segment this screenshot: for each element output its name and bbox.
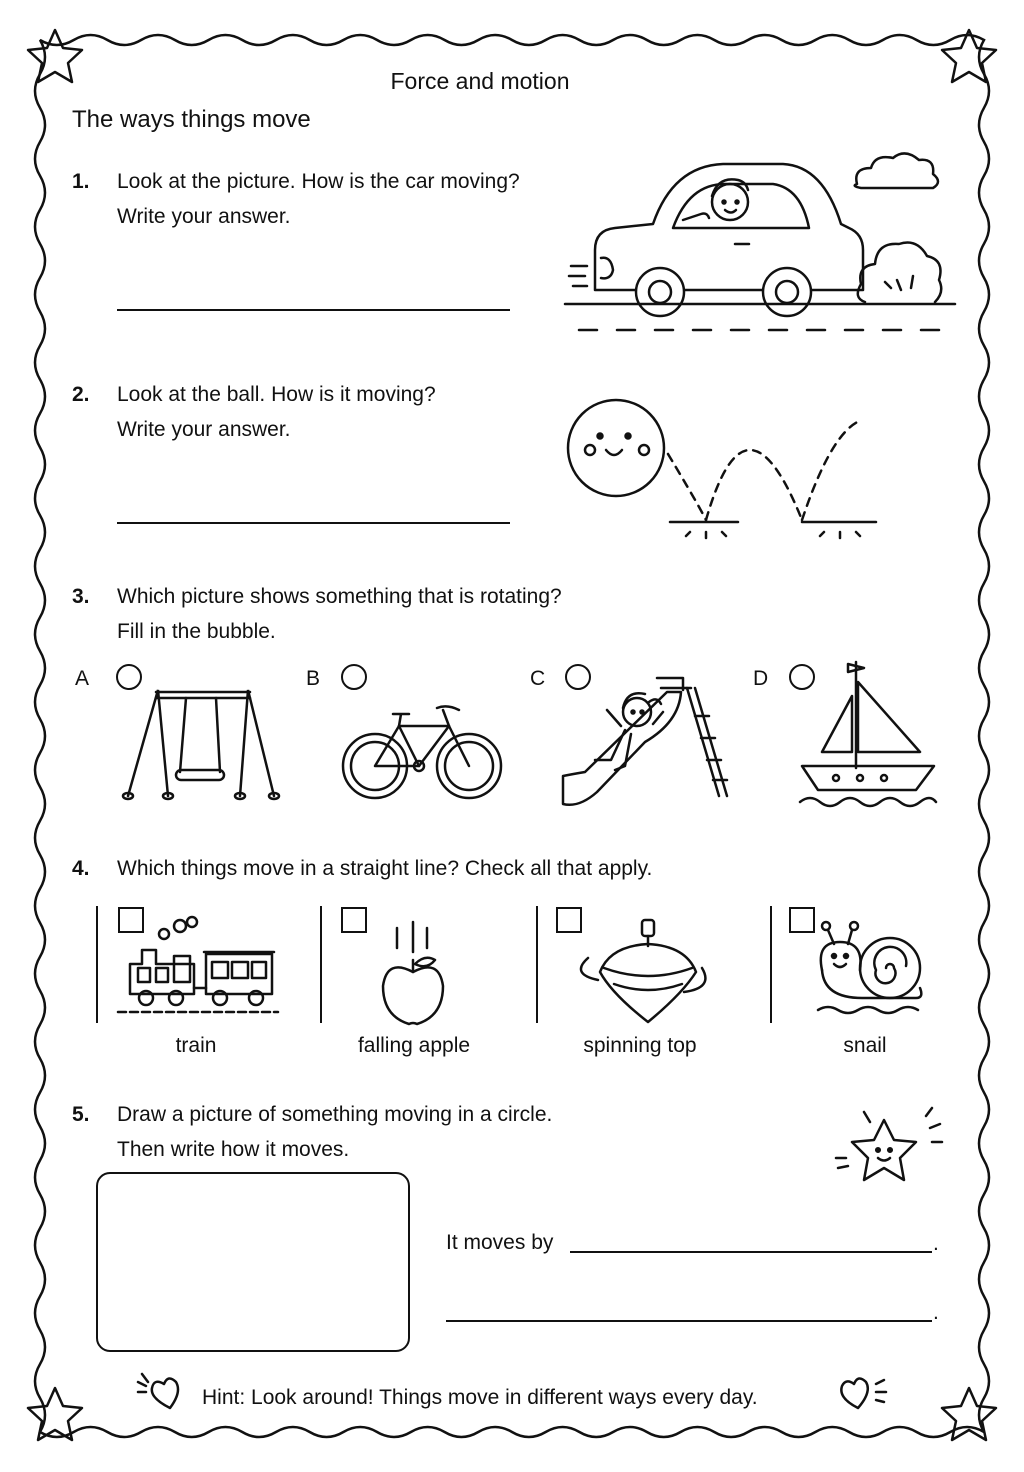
option-b-bubble[interactable]: [341, 664, 367, 690]
item-divider: [770, 906, 772, 1023]
option-a-letter: A: [75, 667, 90, 690]
item-divider: [96, 906, 98, 1023]
q5-answer-line-2[interactable]: [446, 1320, 932, 1322]
falling-apple-label: falling apple: [357, 1034, 471, 1057]
question-1-instruction: Write your answer.: [117, 205, 291, 228]
sailboat-icon: [796, 660, 946, 810]
heart-right-icon: [840, 1374, 890, 1414]
question-2-text: Look at the ball. How is it moving?: [117, 383, 436, 406]
question-3-text: Which picture shows something that is rotating?: [117, 585, 562, 608]
question-1-number: 1.: [72, 170, 90, 193]
q5-period-2: .: [933, 1301, 939, 1324]
option-d-letter: D: [753, 667, 769, 690]
snail-icon: [814, 920, 944, 1020]
swing-icon: [118, 680, 288, 810]
corner-star-bottom-left-icon: [20, 1380, 90, 1450]
q5-answer-line-1[interactable]: [570, 1251, 932, 1253]
falling-apple-checkbox[interactable]: [341, 907, 367, 933]
hint-text: Hint: Look around! Things move in different ways every day.: [202, 1386, 758, 1409]
train-icon: [116, 912, 286, 1022]
bicycle-icon: [337, 700, 517, 810]
slide-icon: [557, 668, 737, 808]
section-subtitle: The ways things move: [72, 106, 311, 133]
smiling-star-icon: [832, 1106, 942, 1196]
heart-left-icon: [136, 1374, 186, 1414]
question-5-instruction: Then write how it moves.: [117, 1138, 350, 1161]
bouncing-ball-icon: [562, 394, 922, 554]
train-label: train: [175, 1034, 217, 1057]
question-3-number: 3.: [72, 585, 90, 608]
question-2-instruction: Write your answer.: [117, 418, 291, 441]
question-2-answer-line[interactable]: [117, 522, 510, 524]
spinning-top-icon: [570, 916, 710, 1026]
question-1-text: Look at the picture. How is the car moving?: [117, 170, 520, 193]
question-2-number: 2.: [72, 383, 90, 406]
option-c-letter: C: [530, 667, 546, 690]
question-5-text: Draw a picture of something moving in a circle.: [117, 1103, 553, 1126]
question-1-answer-line[interactable]: [117, 309, 510, 311]
question-5-number: 5.: [72, 1103, 90, 1126]
snail-checkbox[interactable]: [789, 907, 815, 933]
snail-label: snail: [843, 1034, 887, 1057]
apple-icon: [375, 922, 455, 1032]
page-title: Force and motion: [390, 68, 570, 94]
question-4-text: Which things move in a straight line? Check all that apply.: [117, 857, 653, 880]
car-icon: [565, 140, 965, 340]
question-4-number: 4.: [72, 857, 90, 880]
option-b-letter: B: [306, 667, 321, 690]
drawing-box[interactable]: [96, 1172, 410, 1352]
corner-star-bottom-right-icon: [934, 1380, 1004, 1450]
q5-answer-prompt: It moves by: [446, 1231, 554, 1254]
spinning-top-label: spinning top: [583, 1034, 697, 1057]
item-divider: [320, 906, 322, 1023]
item-divider: [536, 906, 538, 1023]
question-3-instruction: Fill in the bubble.: [117, 620, 276, 643]
q5-period-1: .: [933, 1232, 939, 1255]
